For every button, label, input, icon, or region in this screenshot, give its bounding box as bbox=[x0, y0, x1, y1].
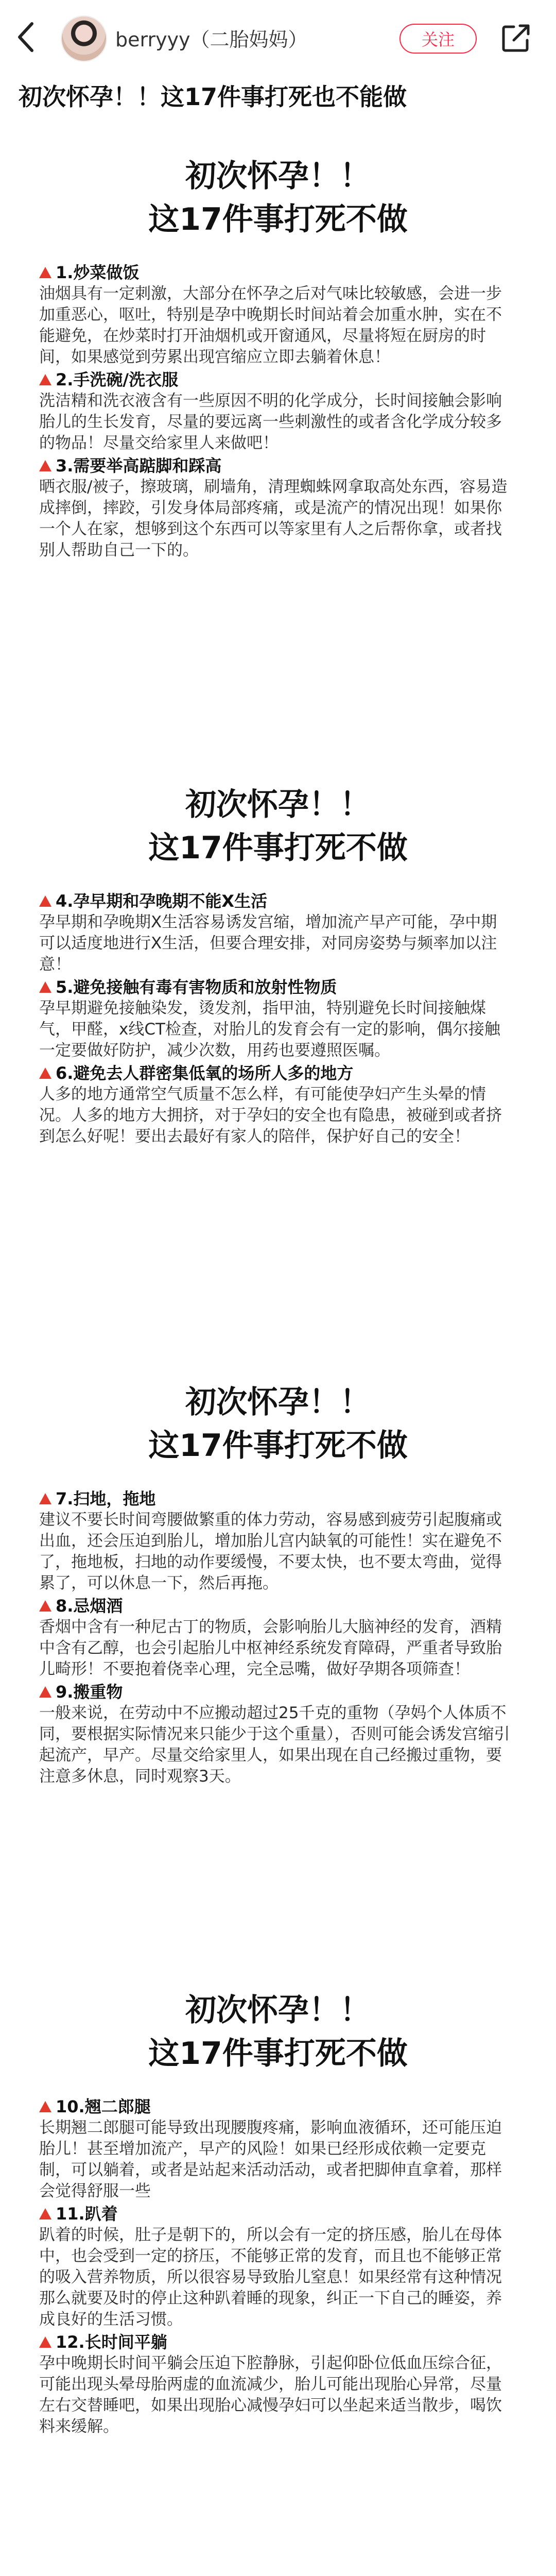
warning-triangle-icon bbox=[39, 1067, 51, 1079]
warning-triangle-icon bbox=[39, 460, 51, 471]
top-bar bbox=[0, 0, 556, 77]
item-body: 香烟中含有一种尼古丁的物质，会影响胎儿大脑神经的发育，酒精中含有乙醇，也会引起胎儿中枢神经系统发育障碍，严重者导致胎儿畸形！不要抱着侥幸心理，完全忌嘴，做好孕期各项筛查！ bbox=[39, 1618, 502, 1679]
section-3 bbox=[19, 1381, 537, 1788]
section-content bbox=[39, 262, 513, 561]
post-title: 初次怀孕！！这17件事打死也不能做 bbox=[19, 83, 407, 111]
section-heading: 初次怀孕！！ 这17件事打死不做 bbox=[148, 1384, 408, 1464]
warning-triangle-icon bbox=[39, 981, 51, 993]
warning-triangle-icon bbox=[39, 2336, 51, 2348]
item-body: 人多的地方通常空气质量不怎么样，有可能使孕妇产生头晕的情况。人多的地方大拥挤，对于孕妇的安全也有隐患，被碰到或者挤到怎么好呢！要出去最好有家人的陪伴，保护好自己的安全！ bbox=[39, 1085, 502, 1146]
item-body: 长期翘二郎腿可能导致出现腰腹疼痛，影响血液循环，还可能压迫胎儿！甚至增加流产，早产的风险！如果已经形成依赖一定要克制，可以躺着，或者是站起来活动活动，或者把脚伸直拿着，那样会觉得舒服一些 bbox=[39, 2119, 502, 2200]
section-content bbox=[39, 1488, 513, 1787]
item-body: 晒衣服/被子，擦玻璃，刷墙角，清理蜘蛛网拿取高处东西，容易造成摔倒，摔跤，引发身体局部疼痛，或是流产的情况出现！如果你一个人在家，想够到这个东西可以等家里有人之后帮你拿，或者找别人帮助自己一下的。 bbox=[39, 478, 508, 560]
warning-triangle-icon bbox=[39, 895, 51, 907]
item-title: 5.避免接触有毒有害物质和放射性物质 bbox=[39, 976, 513, 998]
chevron-left-icon[interactable] bbox=[15, 21, 46, 57]
section-2 bbox=[19, 783, 537, 1148]
item-title: 8.忌烟酒 bbox=[39, 1595, 513, 1617]
warning-triangle-icon bbox=[39, 267, 51, 278]
warning-triangle-icon bbox=[39, 1686, 51, 1698]
item-title: 2.手洗碗/洗衣服 bbox=[39, 369, 513, 391]
item-title: 10.翘二郎腿 bbox=[39, 2096, 513, 2117]
warning-triangle-icon bbox=[39, 1600, 51, 1612]
avatar[interactable] bbox=[61, 15, 107, 62]
warning-triangle-icon bbox=[39, 2101, 51, 2112]
item-title: 7.扫地，拖地 bbox=[39, 1488, 513, 1510]
section-heading: 初次怀孕！！ 这17件事打死不做 bbox=[148, 158, 408, 238]
author-name[interactable]: berryyy（二胎妈妈） bbox=[115, 28, 308, 51]
item-body: 建议不要长时间弯腰做繁重的体力劳动，容易感到疲劳引起腹痛或出血，还会压迫到胎儿，增加胎儿宫内缺氧的可能性！实在避免不了，拖地板，扫地的动作要缓慢，不要太快，也不要太弯曲，觉得累了，可以休息一下，然后再拖。 bbox=[39, 1511, 502, 1592]
item-body: 一般来说，在劳动中不应搬动超过25千克的重物（孕妈个人体质不同，要根据实际情况来只能少于这个重量），否则可能会诱发宫缩引起流产，早产。尽量交给家里人，如果出现在自己经搬过重物，要注意多休息，同时观察3天。 bbox=[39, 1704, 510, 1786]
section-heading: 初次怀孕！！ 这17件事打死不做 bbox=[148, 787, 408, 866]
section-heading: 初次怀孕！！ 这17件事打死不做 bbox=[148, 1992, 408, 2072]
warning-triangle-icon bbox=[39, 374, 51, 385]
item-body: 洗洁精和洗衣液含有一些原因不明的化学成分，长时间接触会影响胎儿的生长发育，尽量的要远离一些刺激性的或者含化学成分较多的物品！尽量交给家里人来做吧！ bbox=[39, 392, 502, 452]
item-body: 孕早期和孕晚期X生活容易诱发宫缩，增加流产早产可能，孕中期可以适度地进行X生活，但要合理安排，对同房姿势与频率加以注意！ bbox=[39, 913, 497, 974]
item-body: 孕早期避免接触染发，烫发剂，指甲油，特别避免长时间接触煤气，甲醛，x线CT检查，对胎儿的发育会有一定的影响，偶尔接触一定要做好防护，减少次数，用药也要遵照医嘱。 bbox=[39, 999, 500, 1060]
warning-triangle-icon bbox=[39, 2208, 51, 2219]
item-title: 1.炒菜做饭 bbox=[39, 262, 513, 283]
follow-button[interactable]: 关注 bbox=[399, 24, 477, 54]
section-content bbox=[39, 2096, 513, 2437]
item-body: 孕中晚期长时间平躺会压迫下腔静脉，引起仰卧位低血压综合征，可能出现头晕母胎两虚的血流减少，胎儿可能出现胎心异常，尽量左右交替睡吧，如果出现胎心减慢孕妇可以坐起来适当散步，喝饮料来缓解。 bbox=[39, 2354, 502, 2436]
item-title: 12.长时间平躺 bbox=[39, 2331, 513, 2353]
item-title: 4.孕早期和孕晚期不能X生活 bbox=[39, 890, 513, 912]
item-title: 11.趴着 bbox=[39, 2203, 513, 2225]
item-title: 3.需要举高踮脚和踩高 bbox=[39, 455, 513, 477]
warning-triangle-icon bbox=[39, 1493, 51, 1504]
item-body: 油烟具有一定刺激，大部分在怀孕之后对气味比较敏感，会进一步加重恶心，呕吐，特别是孕中晚期长时间站着会加重水肿，实在不能避免，在炒菜时打开油烟机或开窗通风，尽量将短在厨房的时间，如果感觉到劳累出现宫缩应立即去躺着休息！ bbox=[39, 284, 502, 366]
share-icon[interactable] bbox=[499, 22, 532, 55]
section-content bbox=[39, 890, 513, 1147]
item-body: 趴着的时候，肚子是朝下的，所以会有一定的挤压感，胎儿在母体中，也会受到一定的挤压，不能够正常的发育，而且也不能够正常的吸入营养物质，所以很容易导致胎儿窒息！如果经常有这种情况那么就要及时的停止这种趴着睡的现象，纠正一下自己的睡姿，养成良好的生活习惯。 bbox=[39, 2226, 502, 2329]
section-1 bbox=[19, 155, 537, 562]
section-4 bbox=[19, 1989, 537, 2438]
item-title: 9.搬重物 bbox=[39, 1681, 513, 1703]
item-title: 6.避免去人群密集低氧的场所人多的地方 bbox=[39, 1062, 513, 1084]
